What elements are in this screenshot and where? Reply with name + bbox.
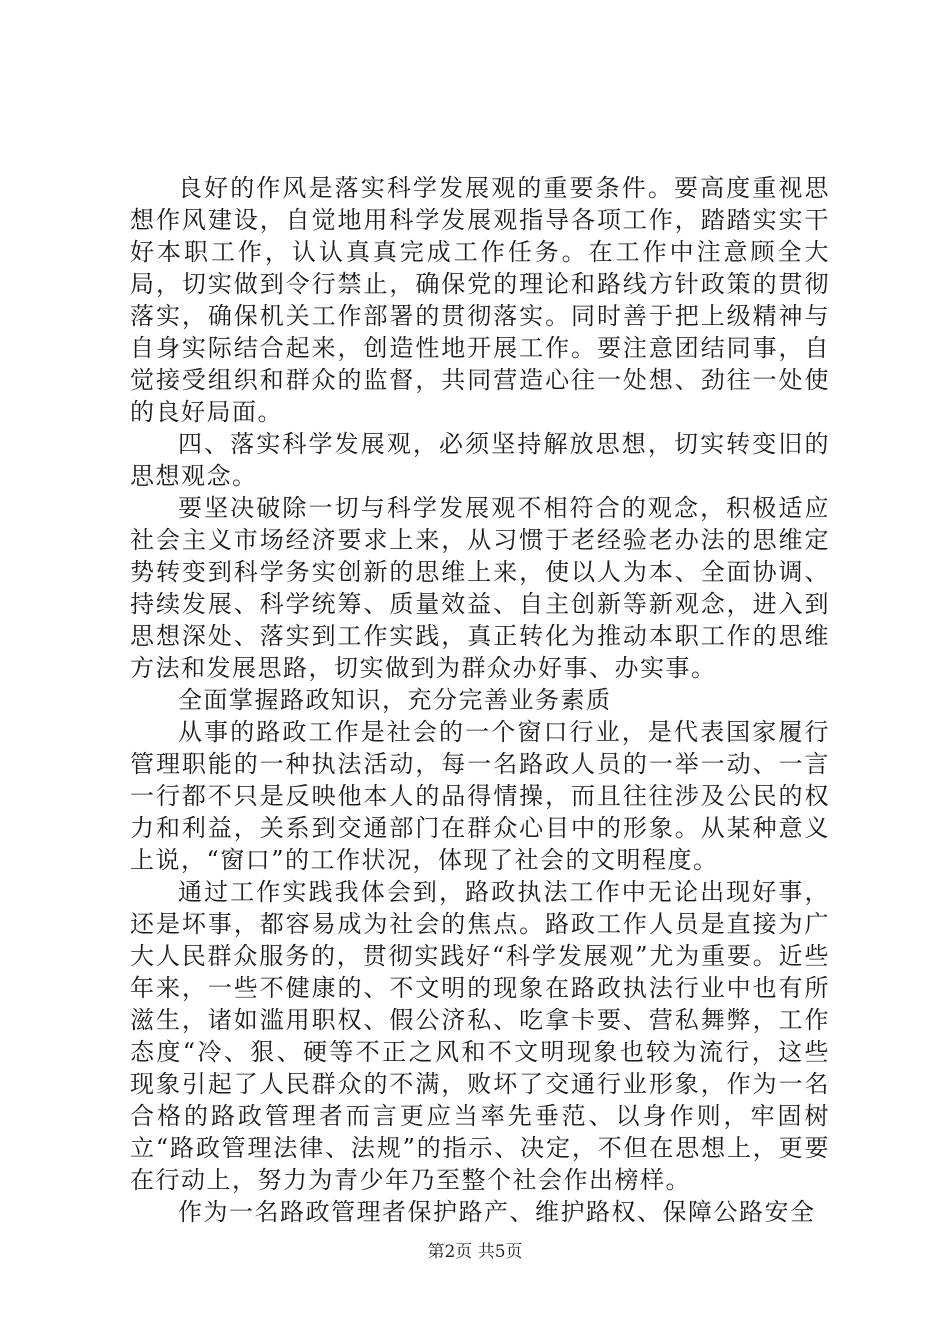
paragraph-window-industry: 从事的路政工作是社会的一个窗口行业，是代表国家履行管理职能的一种执法活动，每一名路政人员的一举一动、一言一行都不只是反映他本人的品得情操，而且往往涉及公民的权力和利益，关系到交通部门在群众心目中的形象。从某种意义上说，“窗口”的工作状况，体现了社会的文明程度。 [130, 718, 830, 874]
paragraph-work-practice: 通过工作实践我体会到，路政执法工作中无论出现好事，还是坏事，都容易成为社会的焦点。路政工作人员是直接为广大人民群众服务的，贯彻实践好“科学发展观”尤为重要。近些年来，一些不健康的、不文明的现象在路政执法行业中也有所滋生，诸如滥用职权、假公济私、吃拿卡要、营私舞弊，工作态度“冷、狠、硬等不正之风和不文明现象也较为流行，这些现象引起了人民群众的不满，败坏了交通行业形象，作为一名合格的路政管理者而言更应当率先垂范、以身作则，牢固树立“路政管理法律、法规”的指示、决定，不但在思想上，更要在行动上，努力为青少年乃至整个社会作出榜样。 [130, 878, 830, 1194]
page-footer: 第2页 共5页 [427, 1242, 523, 1262]
paragraph-road-manager: 作为一名路政管理者保护路产、维护路权、保障公路安全 [178, 1198, 816, 1226]
subheading-road-knowledge: 全面掌握路政知识，充分完善业务素质 [178, 686, 612, 714]
section-heading-four: 四、落实科学发展观，必须坚持解放思想，切实转变旧的思想观念。 [130, 430, 830, 490]
paragraph-new-concepts: 要坚决破除一切与科学发展观不相符合的观念，积极适应社会主义市场经济要求上来，从习惯于老经验老办法的思维定势转变到科学务实创新的思维上来，使以人为本、全面协调、持续发展、科学统筹、质量效益、自主创新等新观念，进入到思想深处、落实到工作实践，真正转化为推动本职工作的思维方法和发展思路，切实做到为群众办好事、办实事。 [130, 494, 830, 682]
document-body [130, 172, 830, 1228]
paragraph-work-style: 良好的作风是落实科学发展观的重要条件。要高度重视思想作风建设，自觉地用科学发展观指导各项工作，踏踏实实干好本职工作，认认真真完成工作任务。在工作中注意顾全大局，切实做到令行禁止，确保党的理论和路线方针政策的贯彻落实，确保机关工作部署的贯彻落实。同时善于把上级精神与自身实际结合起来，创造性地开展工作。要注意团结同事，自觉接受组织和群众的监督，共同营造心往一处想、劲往一处使的良好局面。 [130, 174, 830, 426]
